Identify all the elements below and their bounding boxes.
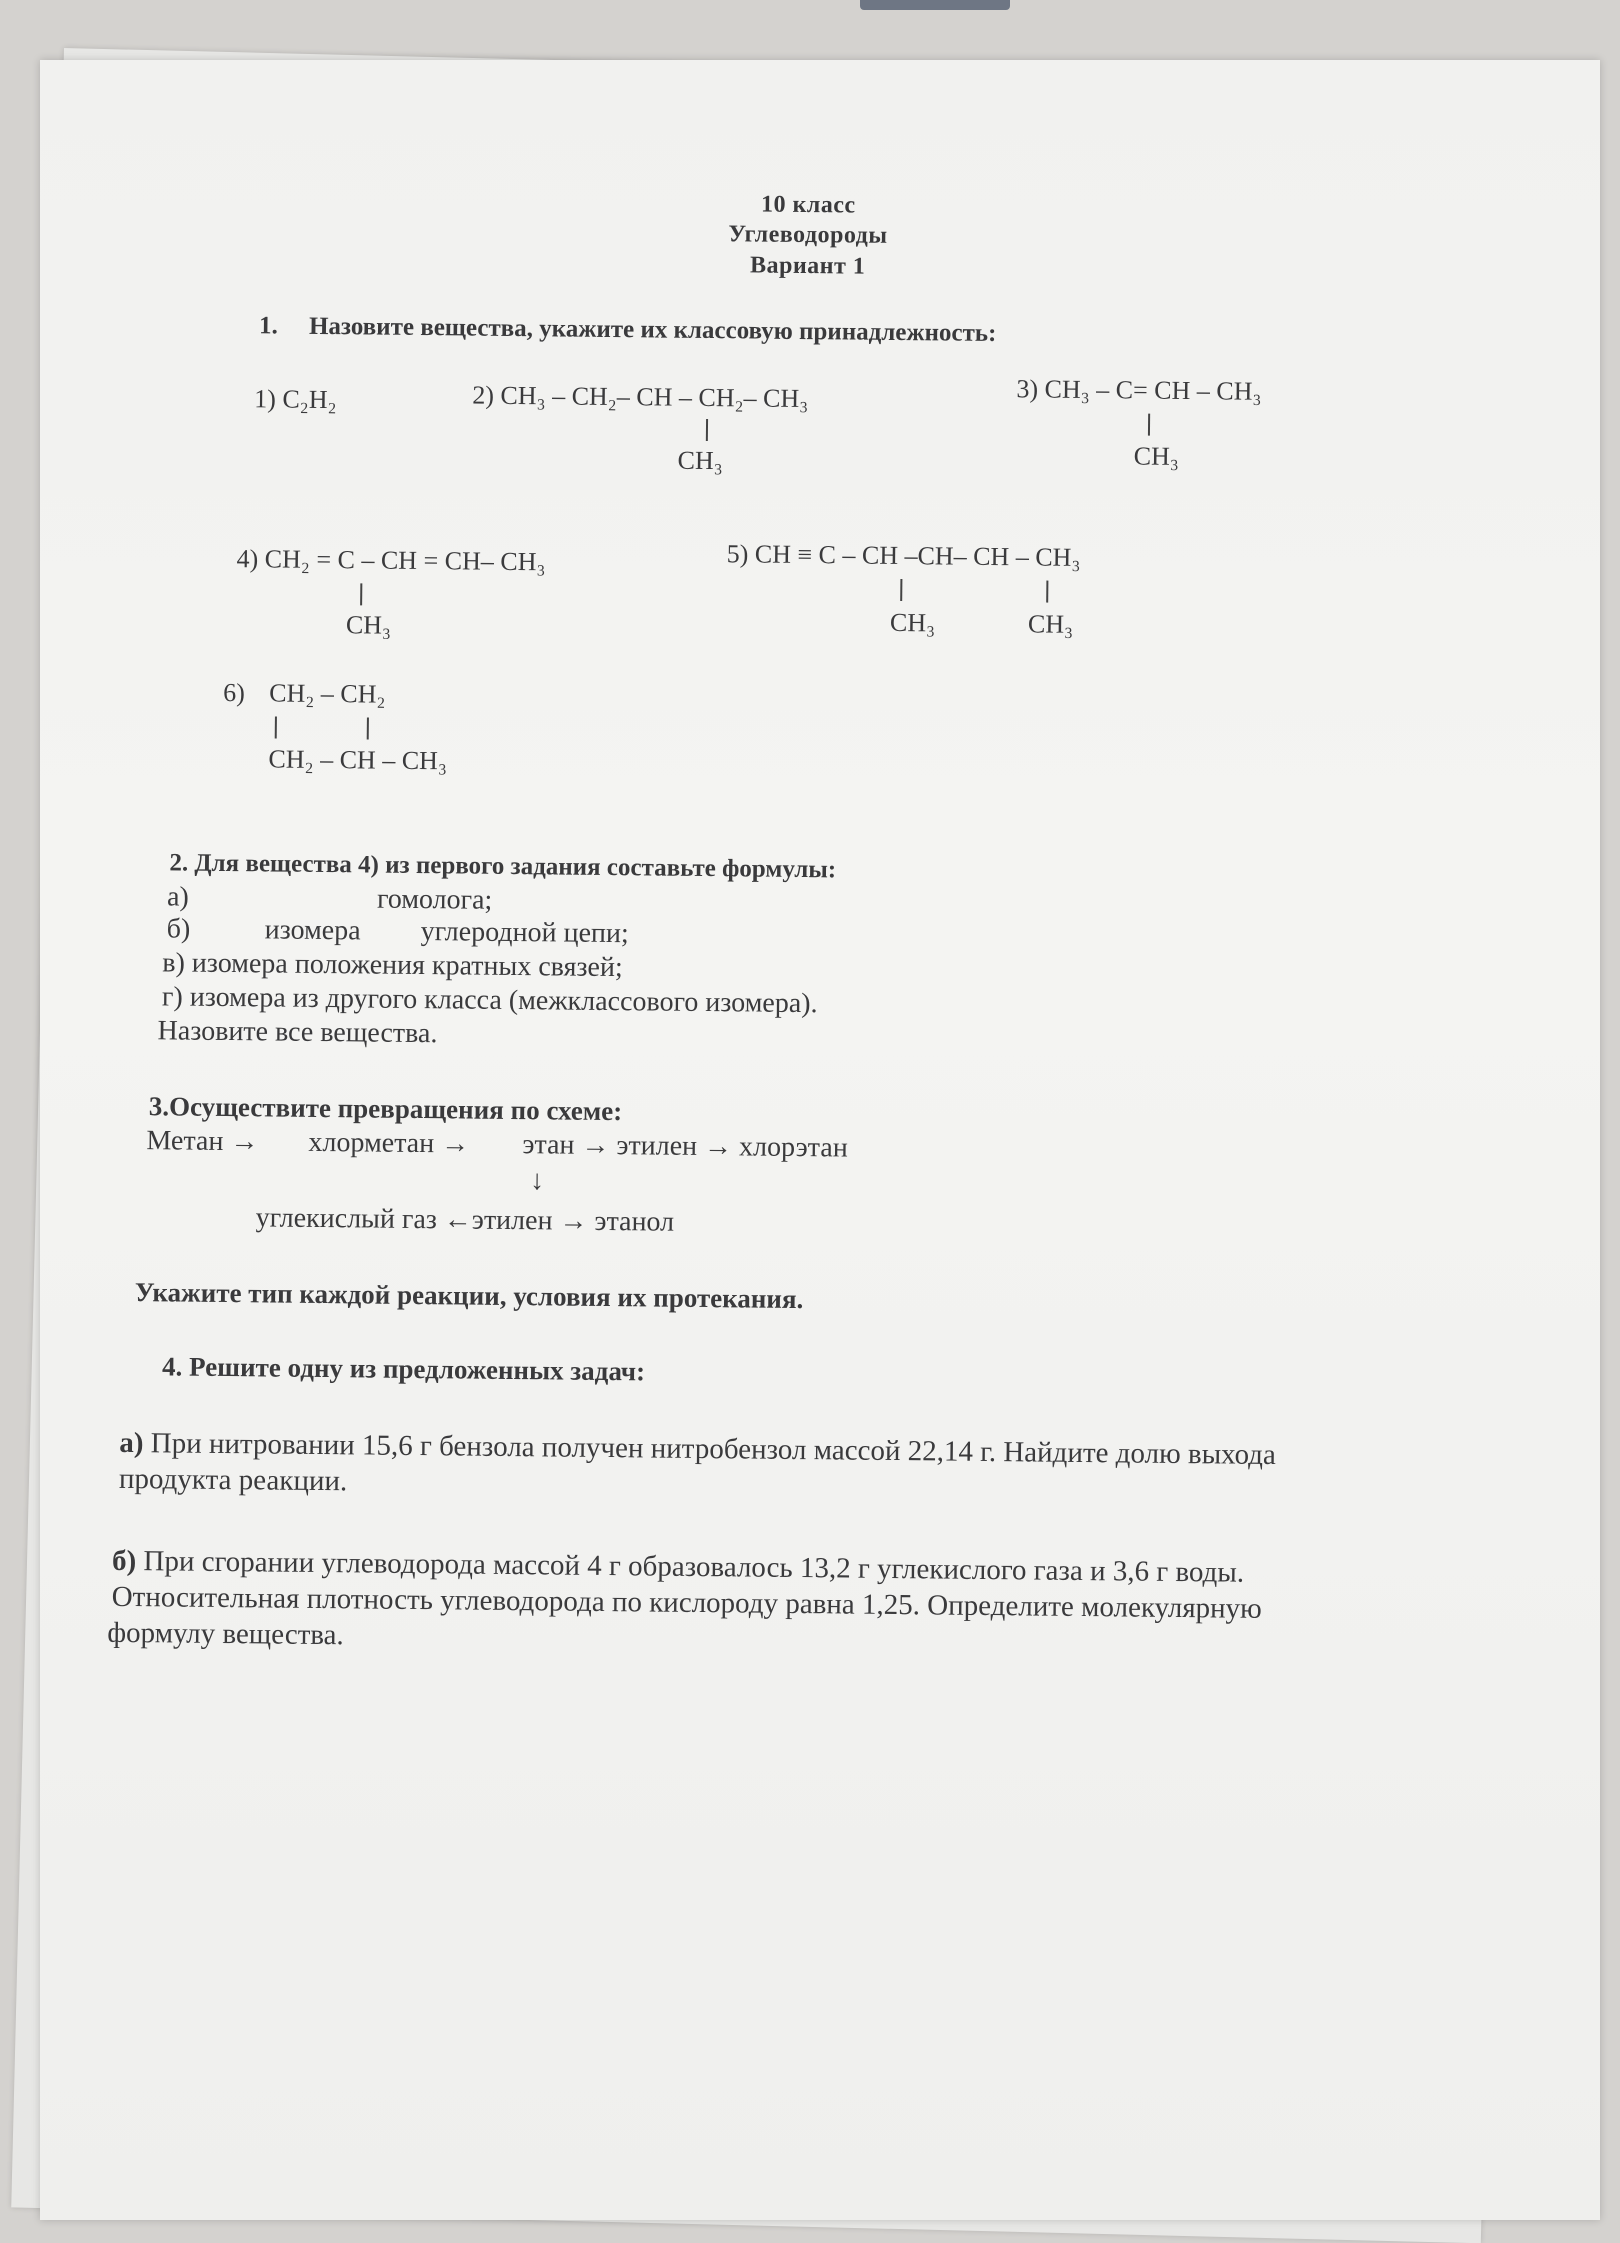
formula-2-main: 2) CH₃ – CH₂– CH – CH₂– CH₃ (472, 380, 809, 414)
task3-note: Укажите тип каждой реакции, условия их протекания. (134, 1277, 804, 1315)
task2-b-text2: углеродной цепи; (420, 916, 629, 950)
formula-2-sub: CH₃ (677, 445, 723, 476)
scheme-row2: углекислый газ ←этилен → этанол (255, 1202, 675, 1238)
formula-5-sub-2: CH₃ (1027, 609, 1074, 639)
formula-6-bond-left (275, 716, 277, 738)
task1-number: 1. (258, 312, 278, 340)
scheme-row1-c: этан → этилен → хлорэтан (522, 1129, 848, 1164)
formula-6-top: CH₂ – CH₂ (269, 678, 386, 709)
task3-title: 3.Осуществите превращения по схеме: (148, 1091, 623, 1127)
task4-a-line1: При нитровании 15,6 г бензола получен нитробензол массой 22,14 г. Найдите долю выхода (150, 1427, 1277, 1472)
task4-b-label: б) (111, 1544, 137, 1578)
task2-a-text: гомолога; (376, 883, 493, 916)
task4-a-label: а) (119, 1426, 144, 1460)
scheme-down-arrow: ↓ (529, 1165, 545, 1197)
subject-heading: Углеводороды (728, 221, 888, 249)
formula-2-bond (706, 419, 708, 441)
formula-6-label: 6) (223, 677, 246, 708)
formula-3-main: 3) CH₃ – C= CH – CH₃ (1016, 374, 1262, 406)
scheme-row1-a: Метан → (146, 1125, 259, 1158)
grade-heading: 10 класс (760, 191, 856, 219)
formula-1: 1) C₂H₂ (254, 384, 337, 415)
formula-5-sub-1: CH₃ (889, 607, 936, 638)
formula-6-bottom: CH₂ – CH – CH₃ (268, 744, 448, 776)
formula-4-sub: CH₃ (345, 610, 392, 640)
formula-4-main: 4) CH₂ = C – CH = CH– CH₃ (236, 544, 546, 577)
task2-a-label: а) (166, 881, 189, 913)
task4-a-line2: продукта реакции. (118, 1462, 348, 1498)
formula-4-bond (360, 583, 362, 605)
task4-b-line3: формулу вещества. (107, 1616, 344, 1652)
task1-prompt: Назовите вещества, укажите их классовую принадлежность: (308, 312, 997, 348)
formula-5-main: 5) CH ≡ C – CH –CH– CH – CH₃ (726, 539, 1081, 572)
formula-3-bond (1148, 414, 1150, 436)
task4-b-line1: При сгорании углеводорода массой 4 г образовалось 13,2 г углекислого газа и 3,6 г воды. (143, 1545, 1245, 1589)
task2-e: Назовите все вещества. (157, 1015, 438, 1050)
task4-b-line2: Относительная плотность углеводорода по кислороду равна 1,25. Определите молекулярную (111, 1580, 1262, 1625)
task2-b-text1: изомера (264, 914, 361, 947)
scheme-row1-b: хлорметан → (308, 1126, 470, 1160)
task2-d: г) изомера из другого класса (межклассового изомера). (161, 981, 818, 1020)
task2-title: 2. Для вещества 4) из первого задания составьте формулы: (169, 849, 837, 884)
formula-6-bond-right (367, 717, 369, 739)
formula-5-bond-1 (900, 579, 902, 601)
formula-3-sub: CH₃ (1133, 441, 1180, 471)
task2-b-label: б) (166, 913, 191, 945)
task2-c: в) изомера положения кратных связей; (162, 947, 623, 984)
variant-heading: Вариант 1 (749, 252, 866, 280)
task4-title: 4. Решите одну из предложенных задач: (161, 1351, 646, 1387)
formula-5-bond-2 (1046, 581, 1048, 603)
